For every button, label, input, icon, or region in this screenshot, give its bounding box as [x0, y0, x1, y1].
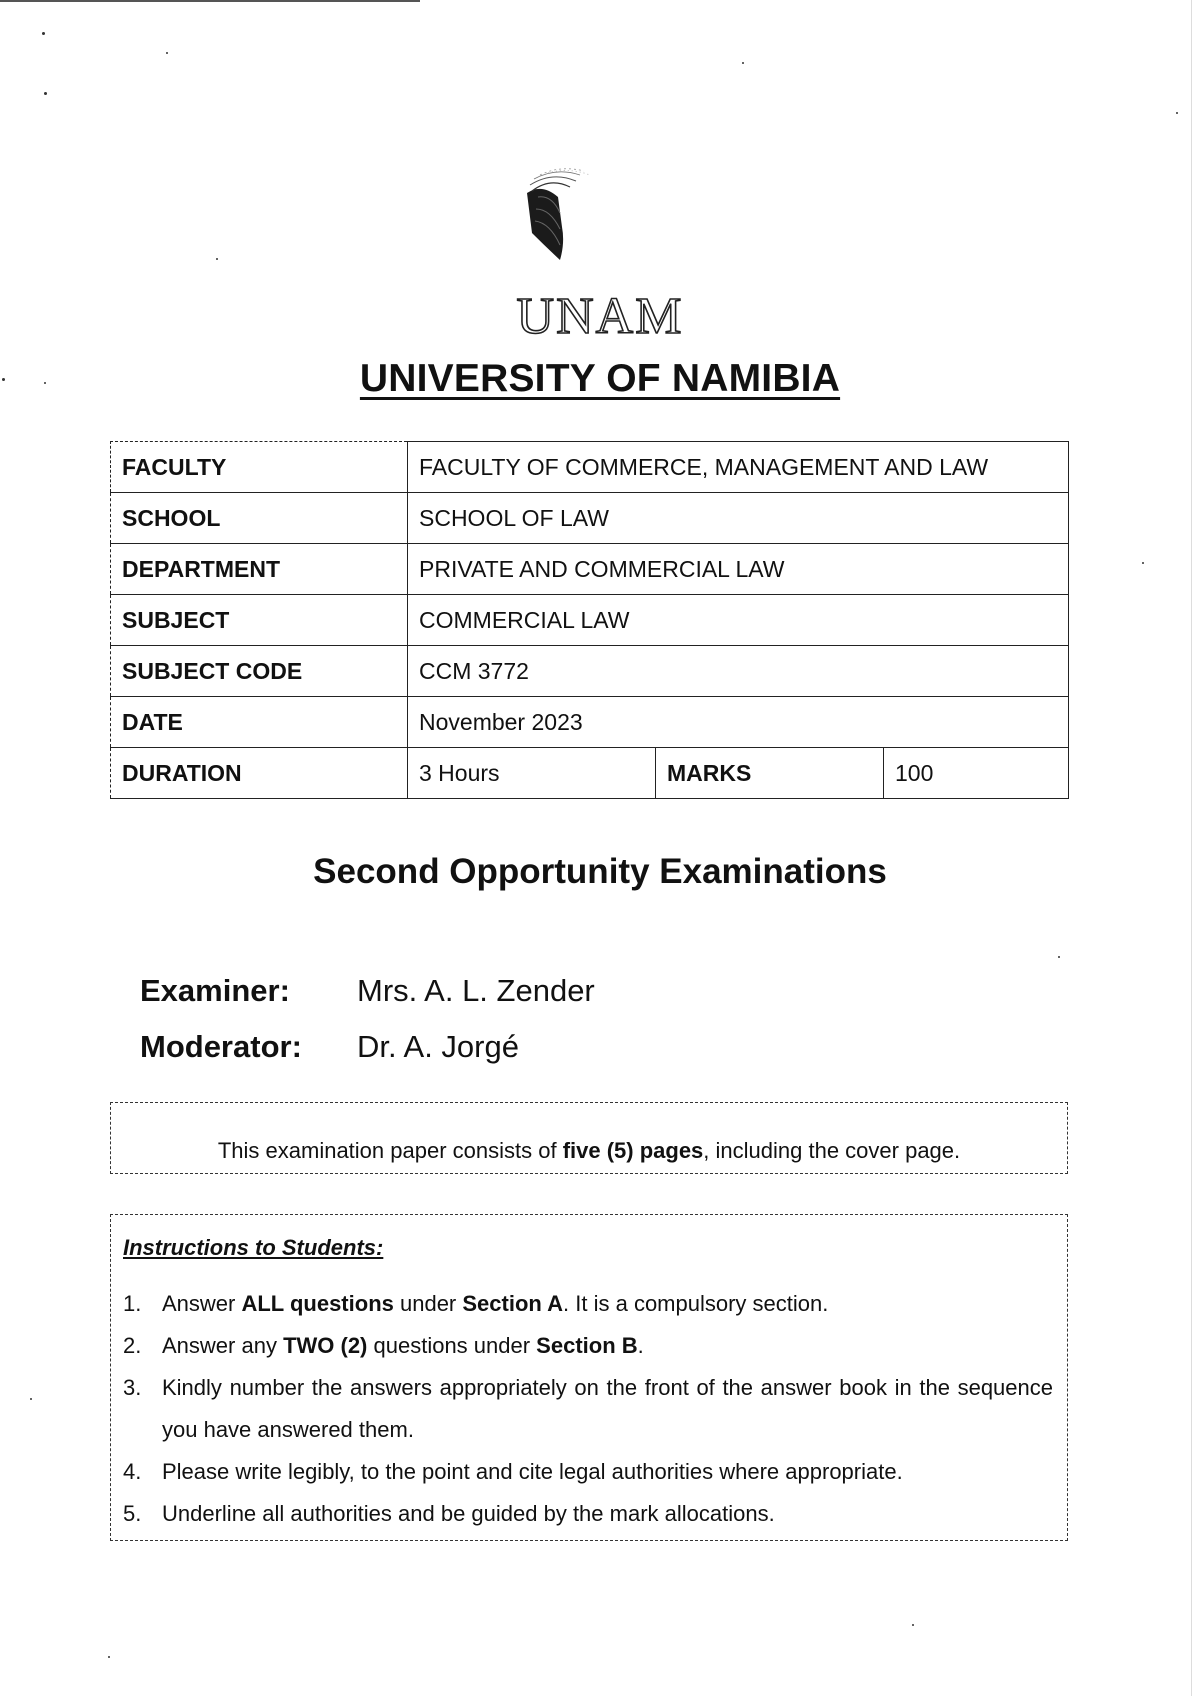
- department-label: DEPARTMENT: [111, 544, 408, 595]
- list-item-number: 3.: [123, 1375, 142, 1400]
- list-item-number: 2.: [123, 1333, 142, 1358]
- subject-code-label: SUBJECT CODE: [111, 646, 408, 697]
- notice-prefix: This examination paper consists of: [217, 1138, 563, 1163]
- scan-speck: [42, 32, 45, 35]
- faculty-value: FACULTY OF COMMERCE, MANAGEMENT AND LAW: [408, 442, 1069, 493]
- scan-speck: [216, 258, 218, 260]
- university-logo: [480, 165, 720, 345]
- duration-value: 3 Hours: [408, 748, 656, 799]
- list-item: [123, 1493, 1053, 1535]
- table-row: [111, 646, 1069, 697]
- examiner-label: Examiner:: [140, 973, 290, 1008]
- table-row: [111, 748, 1069, 799]
- scan-speck: [30, 1398, 32, 1400]
- table-row: [111, 697, 1069, 748]
- scan-right-edge: [1191, 0, 1192, 1696]
- instructions-heading: Instructions to Students:: [123, 1235, 384, 1260]
- text-run: under: [393, 1291, 463, 1316]
- list-item-text: Please write legibly, to the point and cite legal authorities where appropriate.: [162, 1459, 903, 1484]
- moderator-name: Dr. A. Jorgé: [357, 1029, 519, 1064]
- date-value: November 2023: [408, 697, 1069, 748]
- bold-run: Section A: [462, 1291, 564, 1316]
- scan-speck: [166, 52, 168, 54]
- bold-run: Section B: [536, 1333, 638, 1358]
- scan-speck: [742, 62, 744, 64]
- table-row: [111, 493, 1069, 544]
- notice-suffix: , including the cover page.: [703, 1138, 961, 1163]
- list-item-number: 1.: [123, 1291, 142, 1316]
- date-label: DATE: [111, 697, 408, 748]
- list-item-text: Kindly number the answers appropriately on the front of the answer book in the sequence you have answered them.: [162, 1375, 1053, 1442]
- list-item: [123, 1451, 1053, 1493]
- table-row: [111, 595, 1069, 646]
- scan-speck: [44, 92, 47, 95]
- page-count-notice: [110, 1102, 1068, 1174]
- list-item-number: 5.: [123, 1501, 142, 1526]
- duration-label: DURATION: [111, 748, 408, 799]
- subject-label: SUBJECT: [111, 595, 408, 646]
- scan-speck: [1058, 956, 1060, 958]
- instructions-box: [110, 1214, 1068, 1541]
- table-row: [111, 442, 1069, 493]
- scan-speck: [108, 1656, 110, 1658]
- university-title: UNIVERSITY OF NAMIBIA: [359, 357, 841, 400]
- scan-speck: [1142, 562, 1144, 564]
- marks-value: 100: [884, 748, 1069, 799]
- school-value: SCHOOL OF LAW: [408, 493, 1069, 544]
- list-item-text: Underline all authorities and be guided by the mark allocations.: [162, 1501, 775, 1526]
- text-run: Answer: [162, 1291, 242, 1316]
- moderator-label: Moderator:: [140, 1029, 302, 1064]
- school-label: SCHOOL: [111, 493, 408, 544]
- unam-logo-text: UNAM: [516, 288, 684, 345]
- exam-title: Second Opportunity Examinations: [313, 852, 887, 891]
- faculty-label: FACULTY: [111, 442, 408, 493]
- examiner-row: [140, 973, 595, 1009]
- scan-speck: [1176, 112, 1178, 114]
- moderator-row: [140, 1029, 519, 1065]
- notice-page-count: five (5) pages: [562, 1138, 704, 1163]
- list-item-text: [162, 1325, 1053, 1367]
- scan-top-edge: [0, 0, 420, 2]
- list-item-text: [162, 1283, 1053, 1325]
- bold-run: ALL questions: [241, 1291, 394, 1316]
- subject-value: COMMERCIAL LAW: [408, 595, 1069, 646]
- text-run: questions under: [367, 1333, 537, 1358]
- list-item-number: 4.: [123, 1459, 142, 1484]
- exam-info-table: [110, 441, 1069, 799]
- unam-book-logo-icon: [480, 165, 720, 345]
- examiner-name: Mrs. A. L. Zender: [357, 973, 595, 1008]
- bold-run: TWO (2): [283, 1333, 368, 1358]
- department-value: PRIVATE AND COMMERCIAL LAW: [408, 544, 1069, 595]
- list-item: [123, 1367, 1053, 1451]
- text-run: .: [637, 1333, 644, 1358]
- list-item: [123, 1283, 1053, 1325]
- text-run: Answer any: [162, 1333, 284, 1358]
- marks-label: MARKS: [656, 748, 884, 799]
- text-run: . It is a compulsory section.: [563, 1291, 829, 1316]
- table-row: [111, 544, 1069, 595]
- subject-code-value: CCM 3772: [408, 646, 1069, 697]
- scan-speck: [912, 1624, 914, 1626]
- list-item: [123, 1325, 1053, 1367]
